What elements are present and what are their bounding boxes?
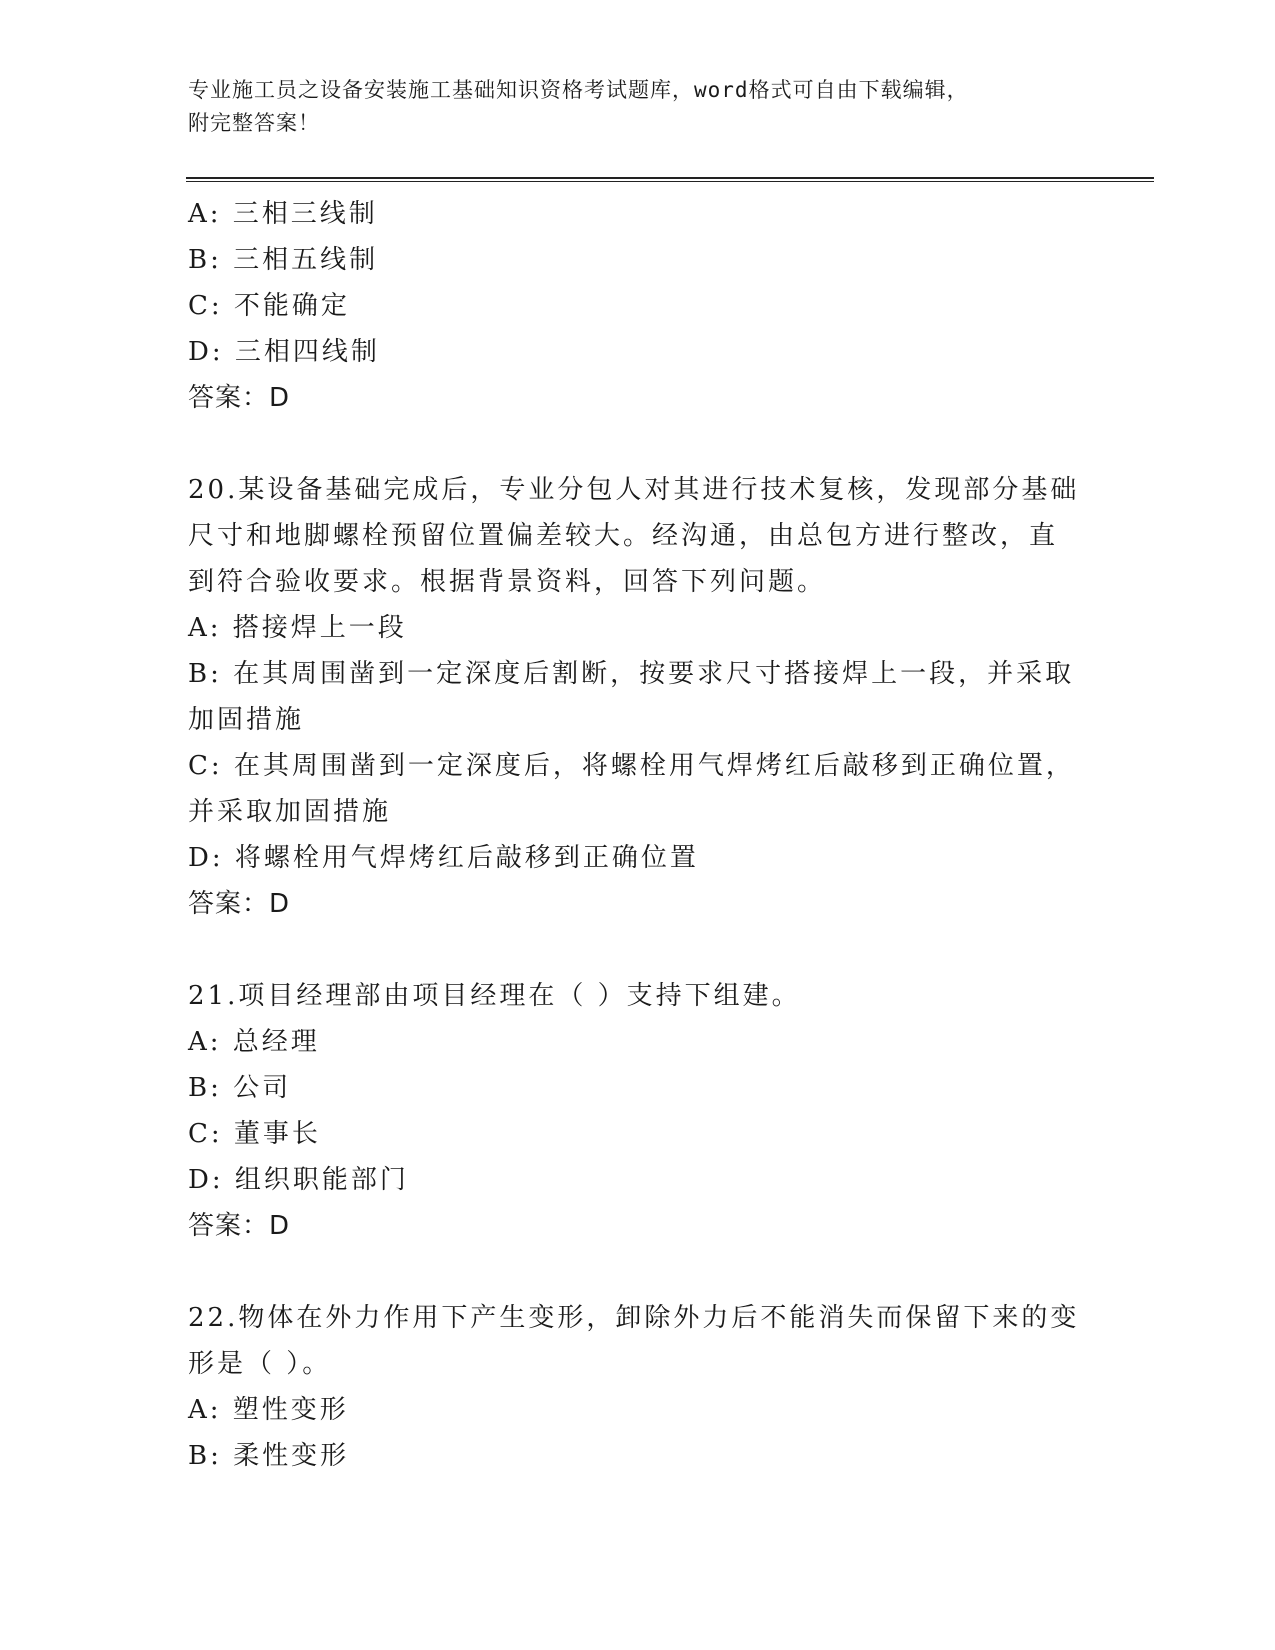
header-divider [186,177,1154,182]
question-stem-line: 形是（ ）。 [188,1349,332,1379]
option-a: A: 总经理 [188,1027,320,1057]
question-20 [188,467,1088,927]
question-stem-line: 21.项目经理部由项目经理在（ ）支持下组建。 [188,981,801,1011]
question-stem-line: 22.物体在外力作用下产生变形，卸除外力后不能消失而保留下来的变 [188,1303,1080,1333]
header-line-2: 附完整答案！ [188,111,320,135]
option-c-continued: 并采取加固措施 [188,797,392,827]
option-b: B: 公司 [188,1073,292,1103]
spacer [188,1249,1088,1295]
question-21 [188,973,1088,1249]
option-b: B: 柔性变形 [188,1441,350,1471]
answer: 答案：D [188,889,291,919]
answer: 答案：D [188,383,291,413]
spacer [188,421,1088,467]
option-b: B: 在其周围凿到一定深度后割断，按要求尺寸搭接焊上一段，并采取 [188,659,1075,689]
option-d: D: 组织职能部门 [188,1165,409,1195]
option-a: A: 搭接焊上一段 [188,613,407,643]
document-body [188,191,1088,1479]
option-c: C: 董事长 [188,1119,321,1149]
option-d: D: 三相四线制 [188,337,380,367]
spacer [188,927,1088,973]
question-stem-line: 到符合验收要求。根据背景资料，回答下列问题。 [188,567,827,597]
answer: 答案：D [188,1211,291,1241]
question-stem-line: 20.某设备基础完成后，专业分包人对其进行技术复核，发现部分基础 [188,475,1080,505]
document-header [188,74,1068,140]
option-b-continued: 加固措施 [188,705,305,735]
question-stem-line: 尺寸和地脚螺栓预留位置偏差较大。经沟通，由总包方进行整改，直 [188,521,1059,551]
option-c: C: 在其周围凿到一定深度后，将螺栓用气焊烤红后敲移到正确位置， [188,751,1075,781]
option-d: D: 将螺栓用气焊烤红后敲移到正确位置 [188,843,699,873]
question-19 [188,191,1088,421]
header-line-1: 专业施工员之设备安装施工基础知识资格考试题库，word格式可自由下载编辑， [188,78,969,102]
option-c: C: 不能确定 [188,291,350,321]
option-b: B: 三相五线制 [188,245,379,275]
option-a: A: 三相三线制 [188,199,378,229]
question-22 [188,1295,1088,1479]
option-a: A: 塑性变形 [188,1395,349,1425]
